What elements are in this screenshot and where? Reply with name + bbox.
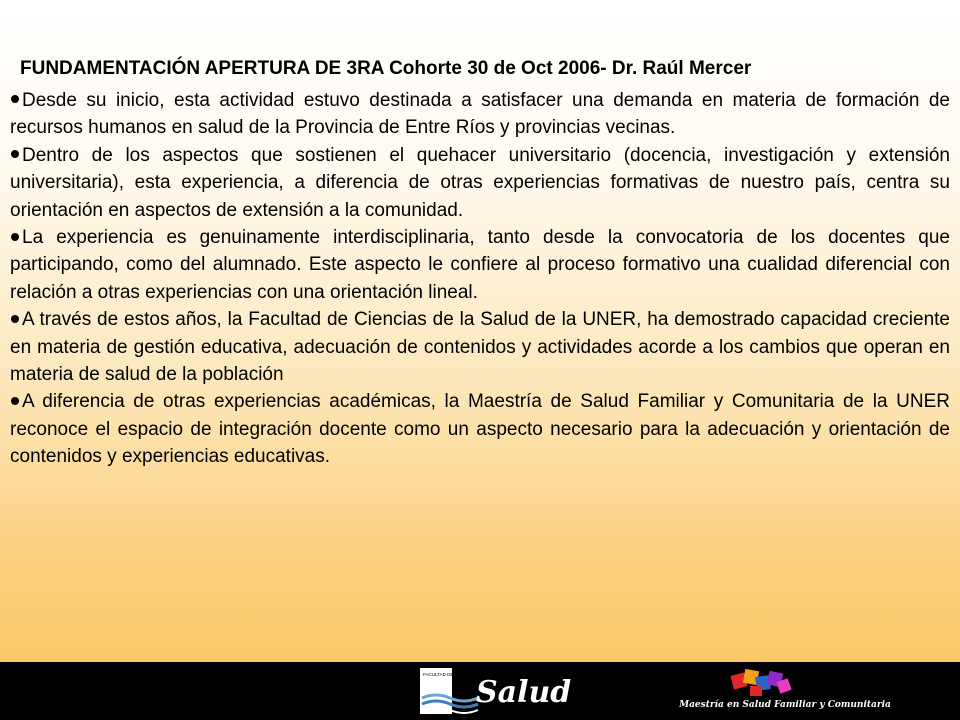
bullet-dot-icon [11, 150, 19, 158]
bullet-text: La experiencia es genuinamente interdisciplinaria, tanto desde la convocatoria de los docentes que participando, como del alumnado. Este aspecto le confiere al proceso formativo una cualidad diferencial con relación a otras experiencias con una orientación lineal. [10, 227, 950, 303]
bullet-dot-icon [11, 315, 19, 323]
bullet-dot-icon [11, 95, 19, 103]
bullet-item [10, 87, 950, 142]
bullet-item [10, 142, 950, 224]
bullet-item [10, 224, 950, 306]
bullet-text: Dentro de los aspectos que sostienen el quehacer universitario (docencia, investigación y extensión universitaria), esta experiencia, a diferencia de otras experiencias formativas de nuestro país, centra su orientación en aspectos de extensión a la comunidad. [10, 144, 950, 221]
bullet-dot-icon [11, 233, 19, 241]
bullet-text: Desde su inicio, esta actividad estuvo destinada a satisfacer una demanda en materia de formación de recursos humanos en salud de la Provincia de Entre Ríos y provincias vecinas. [10, 90, 950, 139]
salud-logo-text: Salud [476, 675, 572, 710]
bullet-text: A diferencia de otras experiencias académicas, la Maestría de Salud Familiar y Comunitaria de la UNER reconoce el espacio de integración docente como un aspecto necesario para la adecuación y orientación de contenidos y experiencias educativas. [10, 391, 950, 468]
puzzle-icon [670, 664, 900, 700]
salud-logo [420, 664, 572, 718]
facultad-label: FACULTAD DE CIENCIAS DE LA [423, 672, 491, 677]
bullet-dot-icon [11, 397, 19, 405]
bullet-item [10, 388, 950, 470]
slide-title: FUNDAMENTACIÓN APERTURA DE 3RA Cohorte 30 de Oct 2006- Dr. Raúl Mercer [20, 58, 752, 79]
maestria-logo [670, 664, 900, 718]
maestria-text: Maestría en Salud Familiar y Comunitaria [679, 700, 891, 710]
bullet-text: A través de estos años, la Facultad de Ciencias de la Salud de la UNER, ha demostrado capacidad creciente en materia de gestión educativa, adecuación de contenidos y actividades acorde a los cambios que operan en materia de salud de la población [10, 309, 950, 386]
bullet-item [10, 306, 950, 388]
bullet-list [10, 87, 950, 471]
